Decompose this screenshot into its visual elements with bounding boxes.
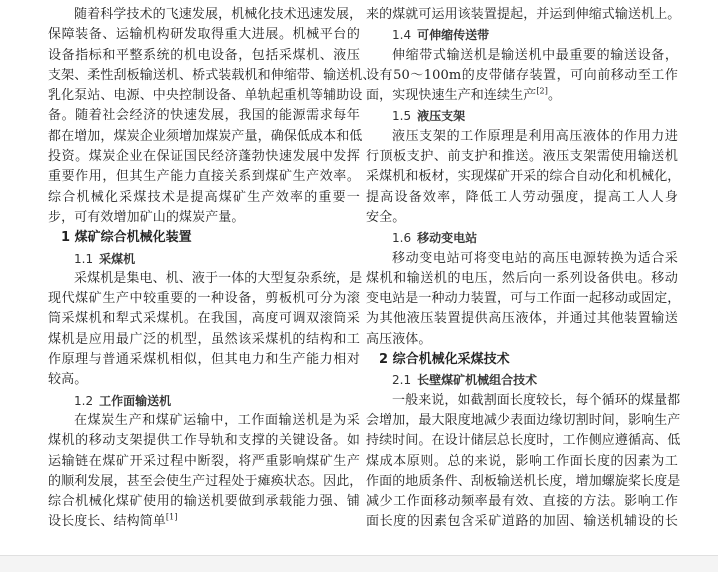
- paragraph-line: 筒采煤机和犁式采煤机。在我国，高度可调双滚筒采: [48, 311, 360, 327]
- paragraph-line: 设有50～100m的皮带储存装置，可向前移动至工作: [366, 67, 678, 83]
- subsection-number: 1.1: [74, 251, 94, 266]
- paragraph-line: [48, 512, 360, 532]
- subsection-title: 长壁煤矿机械组合技术: [417, 373, 538, 388]
- paragraph-line: 作原理与普通采煤机相似，但其电力和生产能力相对: [48, 352, 360, 368]
- bottom-scroll-strip[interactable]: [0, 555, 718, 572]
- paragraph-line: 备。随着社会经济的快速发展，我国的能源需求每年: [48, 108, 360, 124]
- left-column: [48, 5, 376, 533]
- paragraph-line: 煤机和输送机的电压，然后向一系列设备供电。移动: [366, 270, 678, 286]
- paragraph-line: 较高。: [48, 372, 88, 388]
- subsection-title: 工作面输送机: [99, 393, 172, 408]
- right-column: [366, 5, 681, 533]
- paragraph-line: 保障装备、运输机构研发取得重大进展。机械平台的: [48, 27, 360, 43]
- subsection-heading-1-6: [366, 228, 678, 248]
- subsection-title: 液压支架: [417, 109, 466, 124]
- subsection-title: 可伸缩传送带: [417, 28, 490, 43]
- paragraph-line: 在煤炭生产和煤矿运输中，工作面输送机是为采: [74, 412, 360, 428]
- line-text-end: 。: [547, 88, 562, 104]
- paragraph-line: 一般来说，如截割面长度较长，每个循环的煤量都: [392, 392, 681, 408]
- subsection-title: 移动变电站: [417, 231, 478, 246]
- paragraph-line: 行顶板支护、前支护和推送。液压支架需使用输送机: [366, 149, 678, 165]
- paragraph-line: 乳化泵站、电源、中央控制设备、单轨起重机等辅助设: [48, 88, 363, 104]
- paragraph-line: 都在增加，煤炭企业须增加煤炭产量，确保低成本和低: [48, 128, 363, 144]
- subsection-heading-1-2: [48, 391, 360, 411]
- paragraph-line: 综合机械化采煤技术是提高煤矿生产效率的重要一: [48, 189, 360, 205]
- paragraph-line: 移动变电站可将变电站的高压电源转换为适合采: [392, 250, 678, 266]
- subsection-number: 1.6: [392, 231, 412, 246]
- paragraph-line: 现代煤矿生产中较重要的一种设备，剪板机可分为滚: [48, 291, 360, 307]
- paragraph-line: 伸缩带式输送机是输送机中最重要的输送设备，: [392, 47, 678, 63]
- subsection-number: 1.5: [392, 109, 412, 124]
- citation-ref[interactable]: [2]: [536, 86, 548, 96]
- section-heading-2: [366, 350, 678, 370]
- citation-ref[interactable]: [1]: [165, 513, 178, 523]
- paragraph-line: 安全。: [366, 209, 406, 225]
- paragraph-line: 来的煤就可运用该装置提起，并运到伸缩式输送机上。: [366, 7, 681, 22]
- paragraph-line: [366, 86, 678, 106]
- subsection-title: 采煤机: [99, 251, 136, 266]
- paragraph-line: 提高设备效率，降低工人劳动强度，提高工人人身: [366, 189, 678, 205]
- subsection-number: 2.1: [392, 373, 412, 388]
- paragraph-line: 随着科学技术的飞速发展，机械化技术迅速发展，: [74, 7, 363, 22]
- paragraph-line: 减少工作面移动频率最有效、直接的方法。影响工作: [366, 494, 678, 510]
- line-text: 设长度长、结构简单: [48, 514, 166, 530]
- paragraph-line: 为其他液压装置提供高压液体，并通过其他装置输送: [366, 311, 678, 327]
- paragraph-line: 运输链在煤矿开采过程中断裂，将严重影响煤矿生产: [48, 453, 360, 469]
- paragraph-line: 投资。煤炭企业在保证国民经济蓬勃快速发展中发挥: [48, 149, 360, 165]
- paragraph-line: 重要作用，但其生产能力直接关系到煤矿生产效率。: [48, 169, 360, 185]
- paragraph-line: 支架、柔性刮板输送机、桥式装载机和伸缩带、输送机、: [48, 67, 376, 83]
- paragraph-line: 煤机的移动支架提供工作导轨和支撑的关键设备。如: [48, 433, 360, 449]
- paragraph-line: 步，可有效增加矿山的煤炭产量。: [48, 209, 245, 225]
- paragraph-line: 液压支架的工作原理是利用高压液体的作用力进: [392, 128, 678, 144]
- section-title: 煤矿综合机械化装置: [74, 230, 192, 246]
- paragraph-line: 采煤机是集电、机、液于一体的大型复杂系统，是: [74, 270, 363, 286]
- paragraph-line: 高压液体。: [366, 331, 432, 347]
- paragraph-line: 设备指标和平整系统的机电设备，包括采煤机、液压: [48, 47, 360, 63]
- paragraph-line: 采煤机和板材，实现煤矿开采的综合自动化和机械化，: [366, 169, 681, 185]
- subsection-heading-1-1: [48, 249, 360, 269]
- paragraph-line: 的顺利发展，甚至会使生产过程处于瘫痪状态。因此，: [48, 473, 363, 489]
- subsection-heading-2-1: [366, 370, 678, 390]
- section-heading-1: [48, 228, 360, 248]
- subsection-number: 1.4: [392, 28, 412, 43]
- paragraph-line: 煤机是应用最广泛的机型，虽然该采煤机的结构和工: [48, 331, 360, 347]
- paragraph-line: 作面的地质条件、刮板输送机长度，增加螺旋桨长度是: [366, 473, 681, 489]
- paragraph-line: 煤成本原则。总的来说，影响工作面长度的因素为工: [366, 453, 678, 469]
- paragraph-line: 会增加，最大限度地减少表面边缘切割时间，影响生产: [366, 412, 681, 428]
- paragraph-line: 变电站是一种动力装置，可与工作面一起移动或固定，: [366, 291, 681, 307]
- section-number: 1: [61, 230, 71, 246]
- paragraph-line: 综合机械化煤矿使用的输送机要做到承载能力强、铺: [48, 494, 360, 510]
- line-text: 面，实现快速生产和连续生产: [366, 88, 537, 104]
- subsection-heading-1-4: [366, 25, 678, 45]
- section-title: 综合机械化采煤技术: [392, 352, 510, 368]
- subsection-heading-1-5: [366, 106, 678, 126]
- paragraph-line: 持续时间。在设计储层总长度时，工作侧应遵循高、低: [366, 433, 681, 449]
- section-number: 2: [379, 352, 389, 368]
- subsection-number: 1.2: [74, 393, 94, 408]
- paragraph-line: 面长度的因素包含采矿道路的加固、输送机辅设的长: [366, 514, 678, 530]
